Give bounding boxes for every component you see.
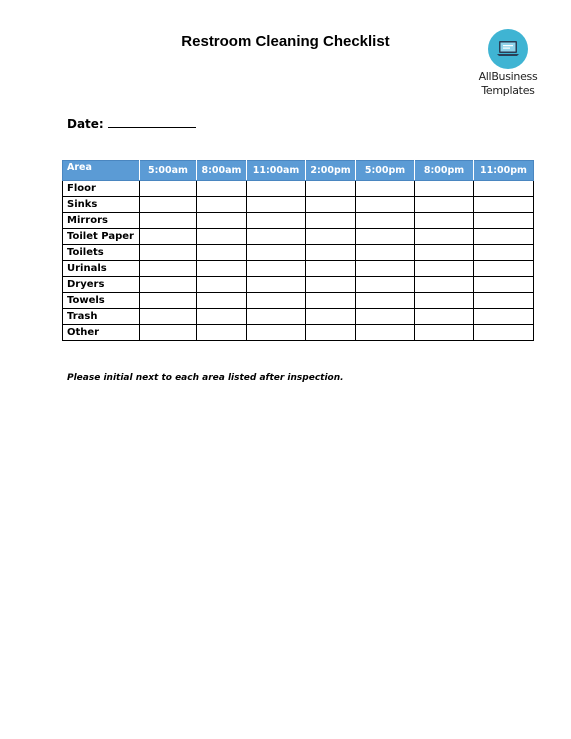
initial-cell[interactable] bbox=[356, 245, 415, 261]
initial-cell[interactable] bbox=[474, 261, 534, 277]
date-label: Date: bbox=[67, 117, 104, 131]
column-header-time: 5:00am bbox=[140, 161, 197, 181]
initial-cell[interactable] bbox=[356, 181, 415, 197]
initial-cell[interactable] bbox=[247, 261, 306, 277]
date-field bbox=[67, 116, 196, 131]
column-header-time: 8:00pm bbox=[415, 161, 474, 181]
initial-cell[interactable] bbox=[356, 197, 415, 213]
initial-cell[interactable] bbox=[356, 293, 415, 309]
area-label: Toilet Paper bbox=[63, 229, 140, 245]
table-row bbox=[63, 197, 534, 213]
initial-cell[interactable] bbox=[306, 229, 356, 245]
initial-cell[interactable] bbox=[356, 229, 415, 245]
table-row bbox=[63, 277, 534, 293]
table-row bbox=[63, 309, 534, 325]
initial-cell[interactable] bbox=[197, 197, 247, 213]
initial-cell[interactable] bbox=[474, 229, 534, 245]
initial-cell[interactable] bbox=[474, 293, 534, 309]
initial-cell[interactable] bbox=[140, 309, 197, 325]
table-header-row bbox=[63, 161, 534, 181]
initial-cell[interactable] bbox=[306, 293, 356, 309]
initial-cell[interactable] bbox=[247, 325, 306, 341]
initial-cell[interactable] bbox=[247, 277, 306, 293]
initial-cell[interactable] bbox=[356, 309, 415, 325]
area-label: Urinals bbox=[63, 261, 140, 277]
laptop-icon bbox=[488, 29, 528, 69]
initial-cell[interactable] bbox=[415, 245, 474, 261]
area-label: Floor bbox=[63, 181, 140, 197]
column-header-time: 11:00am bbox=[247, 161, 306, 181]
table-row bbox=[63, 325, 534, 341]
initial-cell[interactable] bbox=[474, 213, 534, 229]
initial-cell[interactable] bbox=[306, 325, 356, 341]
table-row bbox=[63, 213, 534, 229]
initial-cell[interactable] bbox=[197, 325, 247, 341]
initial-cell[interactable] bbox=[356, 277, 415, 293]
company-logo bbox=[476, 29, 540, 97]
column-header-area: Area bbox=[63, 161, 140, 181]
initial-cell[interactable] bbox=[415, 197, 474, 213]
initial-cell[interactable] bbox=[415, 309, 474, 325]
initial-cell[interactable] bbox=[474, 277, 534, 293]
initial-cell[interactable] bbox=[197, 309, 247, 325]
initial-cell[interactable] bbox=[474, 197, 534, 213]
initial-cell[interactable] bbox=[306, 245, 356, 261]
initial-cell[interactable] bbox=[474, 309, 534, 325]
logo-text-line2: Templates bbox=[481, 84, 535, 97]
initial-cell[interactable] bbox=[197, 277, 247, 293]
initial-cell[interactable] bbox=[140, 229, 197, 245]
initial-cell[interactable] bbox=[197, 245, 247, 261]
initial-cell[interactable] bbox=[140, 245, 197, 261]
area-label: Other bbox=[63, 325, 140, 341]
initial-cell[interactable] bbox=[197, 261, 247, 277]
column-header-time: 11:00pm bbox=[474, 161, 534, 181]
initial-cell[interactable] bbox=[415, 293, 474, 309]
initial-cell[interactable] bbox=[247, 245, 306, 261]
column-header-time: 5:00pm bbox=[356, 161, 415, 181]
instruction-note: Please initial next to each area listed after inspection. bbox=[67, 373, 344, 383]
initial-cell[interactable] bbox=[140, 181, 197, 197]
initial-cell[interactable] bbox=[140, 293, 197, 309]
initial-cell[interactable] bbox=[197, 229, 247, 245]
date-blank-line[interactable] bbox=[108, 116, 196, 128]
initial-cell[interactable] bbox=[140, 277, 197, 293]
initial-cell[interactable] bbox=[415, 213, 474, 229]
initial-cell[interactable] bbox=[415, 277, 474, 293]
initial-cell[interactable] bbox=[197, 293, 247, 309]
column-header-time: 8:00am bbox=[197, 161, 247, 181]
initial-cell[interactable] bbox=[306, 309, 356, 325]
initial-cell[interactable] bbox=[247, 229, 306, 245]
column-header-time: 2:00pm bbox=[306, 161, 356, 181]
initial-cell[interactable] bbox=[247, 309, 306, 325]
initial-cell[interactable] bbox=[356, 213, 415, 229]
table-row bbox=[63, 293, 534, 309]
logo-text-line1: AllBusiness bbox=[478, 70, 538, 83]
initial-cell[interactable] bbox=[140, 261, 197, 277]
initial-cell[interactable] bbox=[415, 325, 474, 341]
initial-cell[interactable] bbox=[474, 245, 534, 261]
table-row bbox=[63, 181, 534, 197]
table-row bbox=[63, 245, 534, 261]
table-row bbox=[63, 261, 534, 277]
area-label: Dryers bbox=[63, 277, 140, 293]
area-label: Trash bbox=[63, 309, 140, 325]
initial-cell[interactable] bbox=[247, 213, 306, 229]
area-label: Towels bbox=[63, 293, 140, 309]
initial-cell[interactable] bbox=[306, 213, 356, 229]
area-label: Sinks bbox=[63, 197, 140, 213]
area-label: Toilets bbox=[63, 245, 140, 261]
initial-cell[interactable] bbox=[415, 261, 474, 277]
initial-cell[interactable] bbox=[306, 261, 356, 277]
initial-cell[interactable] bbox=[415, 229, 474, 245]
initial-cell[interactable] bbox=[415, 181, 474, 197]
initial-cell[interactable] bbox=[197, 181, 247, 197]
initial-cell[interactable] bbox=[306, 197, 356, 213]
cleaning-checklist-table bbox=[62, 160, 534, 341]
area-label: Mirrors bbox=[63, 213, 140, 229]
initial-cell[interactable] bbox=[356, 325, 415, 341]
initial-cell[interactable] bbox=[247, 197, 306, 213]
initial-cell[interactable] bbox=[140, 197, 197, 213]
initial-cell[interactable] bbox=[306, 181, 356, 197]
initial-cell[interactable] bbox=[356, 261, 415, 277]
initial-cell[interactable] bbox=[474, 325, 534, 341]
initial-cell[interactable] bbox=[197, 213, 247, 229]
initial-cell[interactable] bbox=[247, 181, 306, 197]
initial-cell[interactable] bbox=[140, 213, 197, 229]
initial-cell[interactable] bbox=[474, 181, 534, 197]
initial-cell[interactable] bbox=[140, 325, 197, 341]
initial-cell[interactable] bbox=[247, 293, 306, 309]
initial-cell[interactable] bbox=[306, 277, 356, 293]
document-title: Restroom Cleaning Checklist bbox=[181, 33, 390, 50]
table-row bbox=[63, 229, 534, 245]
